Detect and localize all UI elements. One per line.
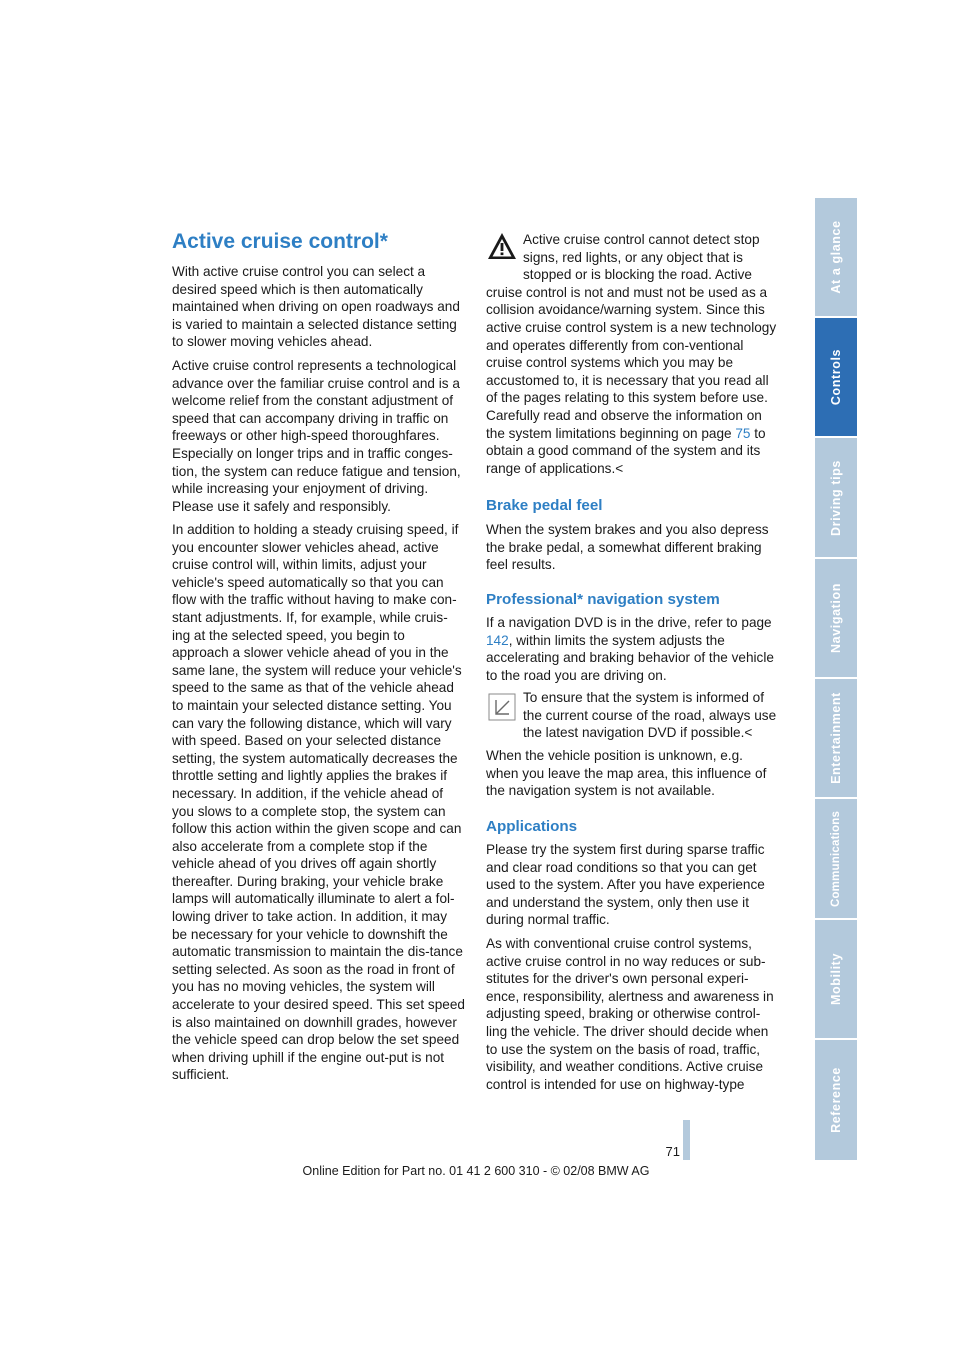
tab-label: Driving tips: [829, 459, 843, 536]
tab-label: Communications: [830, 810, 842, 907]
page-link-75[interactable]: 75: [735, 425, 751, 441]
tab-label: Reference: [829, 1067, 843, 1133]
page-link-142[interactable]: 142: [486, 632, 509, 648]
footer-text: Online Edition for Part no. 01 41 2 600 310 - © 02/08 BMW AG: [302, 1164, 650, 1178]
intro-paragraph: With active cruise control you can select a desired speed which is then automatically maintained when driving on open roadways and is varied to maintain a selected distance setting to slower moving vehicles ahead.: [172, 264, 460, 350]
tab-controls[interactable]: [815, 318, 857, 438]
warning-text-before: Active cruise control cannot detect stop signs, red lights, or any object that is stopped or is blocking the road. Active cruise control is not and must not be used as a collision avoidance/warning system. Since this active cruise control system is a new technology and operates differently from con-ventional cruise control systems which you may be accustomed to, it is necessary that you read all of the pages relating to this system before use. Carefully read and observe the information on the system limitations beginning on page: [486, 232, 777, 441]
tab-label: Navigation: [829, 583, 843, 653]
tab-label: Controls: [829, 348, 843, 406]
brake-pedal-text: When the system brakes and you also depress the brake pedal, a somewhat different braking feel results.: [486, 522, 769, 573]
navigation-text-before: If a navigation DVD is in the drive, refer to page: [486, 615, 772, 630]
end-mark: <: [615, 460, 624, 476]
navigation-text: [486, 614, 778, 684]
navigation-heading: Professional* navigation system: [486, 591, 720, 608]
warning-text-after: to obtain a good command of the system and its range of applications.: [486, 425, 766, 476]
section-tabs: [815, 198, 857, 1160]
navigation-unknown-text: When the vehicle position is unknown, e.g. when you leave the map area, this influence of the navigation system is not available.: [486, 748, 767, 799]
tab-at-a-glance[interactable]: [815, 198, 857, 318]
applications-paragraph-2: As with conventional cruise control systems, active cruise control in no way reduces or sub-stitutes for the driver's own personal experi-ence, responsibility, alertness and awareness in adjusting speed, braking or otherwise control-ling the vehicle. The driver should decide when to use the system on the basis of road, traffic, visibility, and weather conditions. Active cruise control is intended for use on highway-type: [486, 936, 774, 1092]
applications-heading: Applications: [486, 818, 578, 835]
brake-pedal-heading: Brake pedal feel: [486, 497, 603, 514]
warning-text: [486, 231, 778, 477]
navigation-text-after: , within limits the system adjusts the accelerating and braking behavior of the vehicle to the road you are driving on.: [486, 632, 774, 683]
tab-mobility[interactable]: [815, 920, 857, 1040]
tab-driving-tips[interactable]: [815, 438, 857, 559]
tab-label: Mobility: [829, 952, 843, 1006]
applications-paragraph-1: Please try the system first during sparse traffic and clear road conditions so that you can get used to the system. After you have experience and understand the system, only then use it during normal traffic.: [486, 842, 765, 928]
tab-communications[interactable]: [815, 799, 857, 920]
page-title: Active cruise control*: [172, 230, 388, 253]
function-paragraph: In addition to holding a steady cruising speed, if you encounter slower vehicles ahead, active cruise control will, within limits, adjust your vehicle's speed automatically so that you can flow with the traffic without having to make con-stant adjustments. If, for example, while cruis-ing at the selected speed, you begin to approach a slower vehicle ahead of you in the same lane, the system will reduce your vehicle's speed to the same as that of the vehicle ahead to maintain your selected distance setting. You can vary the following distance, which will vary with speed. Based on your selected distance setting, the system automatically decreases the throttle setting and lightly applies the brakes if necessary. In addition, if the vehicle ahead of you slows to a complete stop, the system can follow this action within the given scope and can also accelerate from a complete stop if the vehicle ahead of you drives off again shortly thereafter. During braking, your vehicle brake lamps will automatically illuminate to alert a fol-lowing driver to take action. In addition, it may be necessary for your vehicle to downshift the automatic transmission to maintain the dis-tance setting selected. As soon as the road in front of you has no moving vehicles, the system will accelerate to your desired speed. This set speed is also maintained on downhill grades, however the vehicle speed can drop below the set speed when driving uphill if the engine out-put is not sufficient.: [172, 522, 465, 1083]
tab-label: At a glance: [829, 220, 843, 294]
page-number: 71: [665, 1144, 680, 1159]
tab-navigation[interactable]: [815, 559, 857, 679]
tab-reference[interactable]: [815, 1040, 857, 1160]
advance-paragraph: Active cruise control represents a technological advance over the familiar cruise control and is a welcome relief from the constant adjustment of speed that can accompany driving in traffic on freeways or other high-speed thoroughfares. Especially on longer trips and in traffic conges-tion, the system can reduce fatigue and tension, while increasing your enjoyment of driving. Please use it safely and responsibly.: [172, 358, 461, 514]
tab-label: Entertainment: [829, 692, 843, 784]
footer-bar: [683, 1120, 690, 1160]
tab-entertainment[interactable]: [815, 679, 857, 799]
note-text: [486, 689, 778, 742]
note-end-mark: <: [744, 725, 753, 741]
note-text-body: To ensure that the system is informed of the current course of the road, always use the latest navigation DVD if possible.: [523, 690, 777, 741]
